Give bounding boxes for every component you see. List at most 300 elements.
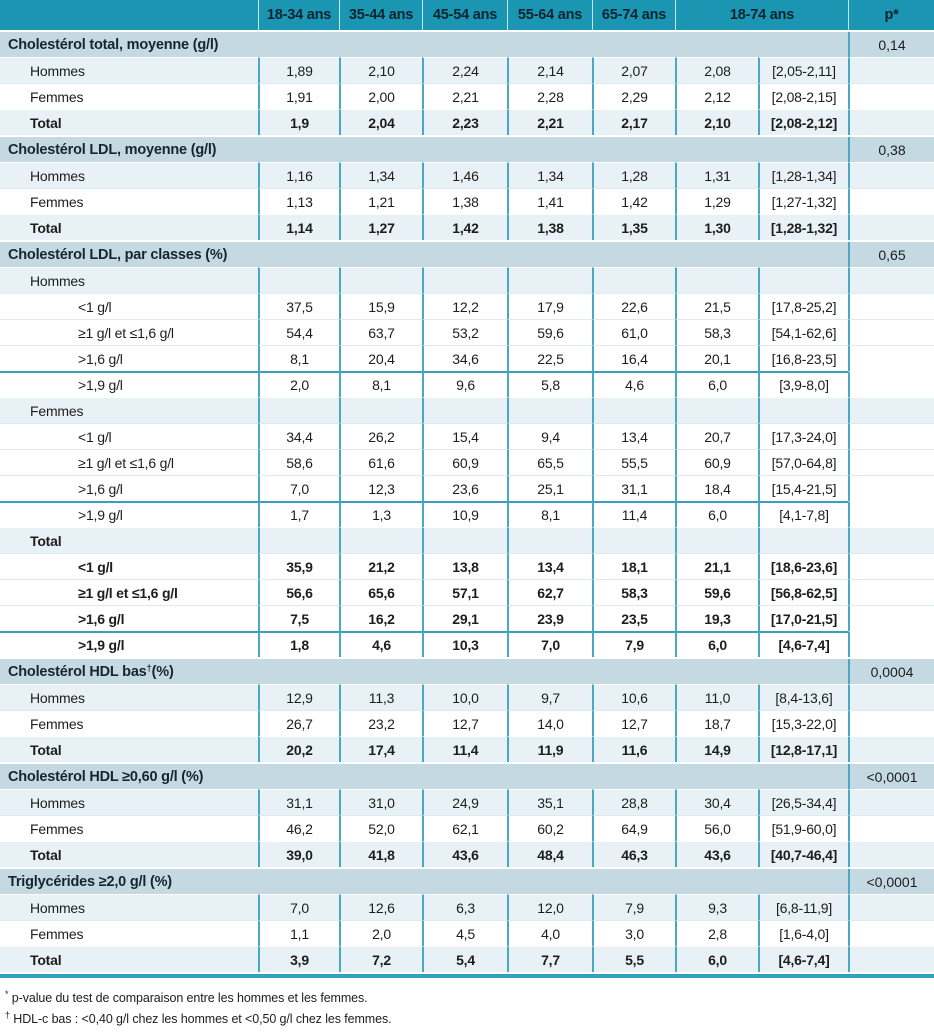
row-label: Femmes [0,920,258,946]
ci-cell: [16,8-23,5] [758,345,848,371]
ci-cell: [17,0-21,5] [758,605,848,631]
value-cell: 18,4 [675,475,758,501]
row-label: Femmes [0,710,258,736]
value-cell: 7,2 [339,946,422,972]
value-cell: 1,13 [258,188,339,214]
value-cell [507,397,592,423]
section-p-value: 0,65 [848,242,934,267]
value-cell: 35,9 [258,553,339,579]
value-cell: 60,9 [675,449,758,475]
ci-cell: [1,28-1,34] [758,162,848,188]
section-band [0,762,934,789]
value-cell: 1,46 [422,162,507,188]
asterisk-marker: * [5,989,9,999]
value-cell: 6,0 [675,946,758,972]
value-cell: 14,0 [507,710,592,736]
value-cell: 2,07 [592,57,675,83]
value-cell: 2,24 [422,57,507,83]
value-cell: 13,8 [422,553,507,579]
value-cell: 7,0 [507,631,592,657]
value-cell: 11,6 [592,736,675,762]
value-cell: 1,21 [339,188,422,214]
value-cell: 23,9 [507,605,592,631]
value-cell: 2,00 [339,83,422,109]
section-title [0,32,848,57]
ci-cell: [17,8-25,2] [758,293,848,319]
table-row [0,345,934,371]
value-cell: 18,1 [592,553,675,579]
ci-cell: [15,3-22,0] [758,710,848,736]
value-cell: 21,2 [339,553,422,579]
value-cell: 28,8 [592,789,675,815]
value-cell: 1,35 [592,214,675,240]
value-cell: 2,28 [507,83,592,109]
value-cell: 29,1 [422,605,507,631]
value-cell: 13,4 [507,553,592,579]
value-cell: 24,9 [422,789,507,815]
value-cell [675,527,758,553]
value-cell [258,397,339,423]
table-row [0,789,934,815]
ci-cell: [4,6-7,4] [758,631,848,657]
value-cell: 62,7 [507,579,592,605]
value-cell: 12,0 [507,894,592,920]
section-title-text: Cholestérol LDL, moyenne (g/l) [8,141,217,158]
value-cell: 31,0 [339,789,422,815]
row-label: Total [0,214,258,240]
ci-cell: [26,5-34,4] [758,789,848,815]
value-cell: 15,9 [339,293,422,319]
value-cell: 1,28 [592,162,675,188]
value-cell: 7,0 [258,475,339,501]
value-cell: 1,38 [422,188,507,214]
value-cell: 7,7 [507,946,592,972]
value-cell: 2,0 [258,371,339,397]
row-label: Femmes [0,83,258,109]
ci-cell: [12,8-17,1] [758,736,848,762]
row-label: Hommes [0,789,258,815]
p-cell [848,501,934,527]
value-cell [675,267,758,293]
dagger-marker: † [5,1010,10,1021]
value-cell: 31,1 [258,789,339,815]
value-cell: 56,0 [675,815,758,841]
p-cell [848,214,934,240]
p-cell [848,736,934,762]
value-cell: 5,5 [592,946,675,972]
row-label: Hommes [0,894,258,920]
value-cell: 43,6 [675,841,758,867]
row-label: Hommes [0,267,258,293]
p-cell [848,188,934,214]
value-cell: 1,38 [507,214,592,240]
ci-cell: [6,8-11,9] [758,894,848,920]
value-cell: 11,3 [339,684,422,710]
value-cell: 22,5 [507,345,592,371]
value-cell: 4,0 [507,920,592,946]
value-cell: 1,31 [675,162,758,188]
value-cell: 10,9 [422,501,507,527]
p-cell [848,894,934,920]
value-cell [339,397,422,423]
value-cell [422,397,507,423]
value-cell: 43,6 [422,841,507,867]
value-cell: 65,5 [507,449,592,475]
header-combined-cell: 18-74 ans [675,0,848,30]
value-cell: 30,4 [675,789,758,815]
value-cell: 2,08 [675,57,758,83]
value-cell: 53,2 [422,319,507,345]
section-band [0,867,934,894]
value-cell: 21,1 [675,553,758,579]
value-cell: 62,1 [422,815,507,841]
value-cell: 25,1 [507,475,592,501]
value-cell: 7,9 [592,894,675,920]
table-row [0,423,934,449]
ci-cell: [17,3-24,0] [758,423,848,449]
value-cell: 13,4 [592,423,675,449]
value-cell: 6,0 [675,631,758,657]
value-cell: 1,16 [258,162,339,188]
ci-cell: [1,28-1,32] [758,214,848,240]
table-row [0,710,934,736]
table-row [0,83,934,109]
row-label: Total [0,946,258,972]
value-cell [339,267,422,293]
value-cell: 41,8 [339,841,422,867]
value-cell: 64,9 [592,815,675,841]
table-row [0,293,934,319]
value-cell: 1,1 [258,920,339,946]
ci-cell: [15,4-21,5] [758,475,848,501]
value-cell: 48,4 [507,841,592,867]
value-cell: 9,7 [507,684,592,710]
table-header-row [0,0,934,30]
value-cell: 9,4 [507,423,592,449]
value-cell: 20,7 [675,423,758,449]
footnotes [0,978,934,1026]
value-cell: 1,29 [675,188,758,214]
p-cell [848,57,934,83]
p-cell [848,789,934,815]
table-row [0,946,934,972]
row-label: >1,9 g/l [0,631,258,657]
value-cell: 37,5 [258,293,339,319]
value-cell: 1,42 [592,188,675,214]
value-cell: 59,6 [675,579,758,605]
value-cell: 1,41 [507,188,592,214]
value-cell: 10,0 [422,684,507,710]
row-label: >1,6 g/l [0,605,258,631]
section-title [0,869,848,894]
value-cell: 1,3 [339,501,422,527]
value-cell [675,397,758,423]
value-cell: 1,91 [258,83,339,109]
value-cell: 4,5 [422,920,507,946]
value-cell: 11,9 [507,736,592,762]
section-title-text: Cholestérol HDL bas [8,663,147,680]
ci-cell: [2,08-2,15] [758,83,848,109]
ci-cell: [3,9-8,0] [758,371,848,397]
value-cell: 12,7 [592,710,675,736]
value-cell: 31,1 [592,475,675,501]
value-cell: 1,34 [339,162,422,188]
p-cell [848,605,934,631]
value-cell: 12,6 [339,894,422,920]
value-cell: 23,6 [422,475,507,501]
value-cell: 17,9 [507,293,592,319]
value-cell: 1,14 [258,214,339,240]
section-title [0,764,848,789]
value-cell: 7,9 [592,631,675,657]
ci-cell: [2,05-2,11] [758,57,848,83]
table-row [0,449,934,475]
p-cell [848,631,934,657]
row-label: Hommes [0,57,258,83]
value-cell: 23,5 [592,605,675,631]
value-cell: 58,6 [258,449,339,475]
value-cell: 4,6 [339,631,422,657]
section-title-tail: (%) [151,663,174,680]
header-empty-cell [0,0,258,30]
row-label: >1,6 g/l [0,345,258,371]
row-label: >1,9 g/l [0,501,258,527]
p-cell [848,423,934,449]
value-cell: 5,8 [507,371,592,397]
row-label: ≥1 g/l et ≤1,6 g/l [0,449,258,475]
row-label: Hommes [0,162,258,188]
p-cell [848,293,934,319]
p-cell [848,710,934,736]
value-cell: 9,3 [675,894,758,920]
value-cell: 2,29 [592,83,675,109]
value-cell: 1,9 [258,109,339,135]
p-cell [848,475,934,501]
value-cell: 2,23 [422,109,507,135]
row-label: <1 g/l [0,423,258,449]
value-cell: 22,6 [592,293,675,319]
p-cell [848,527,934,553]
value-cell: 8,1 [507,501,592,527]
value-cell: 12,3 [339,475,422,501]
value-cell: 6,3 [422,894,507,920]
ci-cell: [8,4-13,6] [758,684,848,710]
section-title-text: Cholestérol HDL ≥0,60 g/l (%) [8,768,204,785]
row-label: Femmes [0,397,258,423]
table-row [0,684,934,710]
p-cell [848,345,934,371]
header-age-cell: 55-64 ans [507,0,592,30]
table-row [0,605,934,631]
row-label: Total [0,527,258,553]
value-cell: 1,7 [258,501,339,527]
value-cell: 7,0 [258,894,339,920]
footnote-pvalue [5,989,934,1005]
ci-cell: [4,6-7,4] [758,946,848,972]
value-cell: 15,4 [422,423,507,449]
ci-cell [758,397,848,423]
section-p-value: 0,14 [848,32,934,57]
value-cell [339,527,422,553]
value-cell: 3,9 [258,946,339,972]
value-cell: 1,30 [675,214,758,240]
header-p-cell: p* [848,0,934,30]
value-cell: 57,1 [422,579,507,605]
ci-cell: [1,6-4,0] [758,920,848,946]
value-cell: 65,6 [339,579,422,605]
value-cell: 12,2 [422,293,507,319]
value-cell: 35,1 [507,789,592,815]
section-title [0,242,848,267]
value-cell [422,527,507,553]
value-cell: 12,7 [422,710,507,736]
p-cell [848,267,934,293]
ci-cell: [2,08-2,12] [758,109,848,135]
ci-cell: [54,1-62,6] [758,319,848,345]
value-cell: 20,2 [258,736,339,762]
value-cell: 20,1 [675,345,758,371]
table-row [0,527,934,553]
value-cell: 1,27 [339,214,422,240]
section-band [0,30,934,57]
row-label: Femmes [0,815,258,841]
value-cell: 2,04 [339,109,422,135]
value-cell: 1,8 [258,631,339,657]
footnote-pvalue-text: p-value du test de comparaison entre les hommes et les femmes. [8,991,368,1006]
section-title-text: Triglycérides ≥2,0 g/l (%) [8,873,172,890]
value-cell: 4,6 [592,371,675,397]
value-cell: 18,7 [675,710,758,736]
section-p-value: 0,0004 [848,659,934,684]
section-p-value: <0,0001 [848,869,934,894]
value-cell: 7,5 [258,605,339,631]
value-cell: 20,4 [339,345,422,371]
value-cell: 55,5 [592,449,675,475]
value-cell: 2,21 [507,109,592,135]
value-cell: 39,0 [258,841,339,867]
value-cell: 54,4 [258,319,339,345]
value-cell: 1,42 [422,214,507,240]
value-cell: 2,8 [675,920,758,946]
value-cell: 11,0 [675,684,758,710]
section-title [0,137,848,162]
value-cell: 61,0 [592,319,675,345]
table-row [0,475,934,501]
row-label: ≥1 g/l et ≤1,6 g/l [0,319,258,345]
value-cell: 21,5 [675,293,758,319]
table-row [0,397,934,423]
value-cell: 10,6 [592,684,675,710]
value-cell: 19,3 [675,605,758,631]
value-cell: 26,7 [258,710,339,736]
value-cell: 60,9 [422,449,507,475]
p-cell [848,162,934,188]
p-cell [848,83,934,109]
value-cell: 52,0 [339,815,422,841]
value-cell: 3,0 [592,920,675,946]
footnote-hdl-text: HDL-c bas : <0,40 g/l chez les hommes et <0,50 g/l chez les femmes. [9,1012,392,1027]
value-cell: 1,34 [507,162,592,188]
row-label: <1 g/l [0,553,258,579]
section-band [0,135,934,162]
value-cell: 12,9 [258,684,339,710]
value-cell: 8,1 [339,371,422,397]
ci-cell: [1,27-1,32] [758,188,848,214]
value-cell: 2,14 [507,57,592,83]
value-cell: 16,2 [339,605,422,631]
row-label: <1 g/l [0,293,258,319]
table-row [0,188,934,214]
value-cell: 2,0 [339,920,422,946]
table-row [0,579,934,605]
section-band [0,657,934,684]
value-cell: 2,10 [339,57,422,83]
table-row [0,109,934,135]
ci-cell: [18,6-23,6] [758,553,848,579]
value-cell [258,527,339,553]
value-cell: 11,4 [592,501,675,527]
p-cell [848,449,934,475]
table-row [0,631,934,657]
value-cell: 16,4 [592,345,675,371]
section-title-text: Cholestérol total, moyenne (g/l) [8,36,219,53]
table-row [0,894,934,920]
p-cell [848,397,934,423]
header-age-cell: 45-54 ans [422,0,507,30]
value-cell [592,527,675,553]
header-age-cell: 18-34 ans [258,0,339,30]
row-label: Femmes [0,188,258,214]
value-cell [258,267,339,293]
value-cell: 11,4 [422,736,507,762]
table-row [0,553,934,579]
footnote-hdl [5,1010,934,1026]
p-cell [848,920,934,946]
row-label: Total [0,841,258,867]
table-row [0,214,934,240]
value-cell: 6,0 [675,501,758,527]
p-cell [848,109,934,135]
value-cell: 10,3 [422,631,507,657]
value-cell: 1,89 [258,57,339,83]
row-label: Total [0,109,258,135]
row-label: >1,6 g/l [0,475,258,501]
section-p-value: 0,38 [848,137,934,162]
value-cell: 6,0 [675,371,758,397]
table-row [0,920,934,946]
table-row [0,319,934,345]
value-cell: 46,2 [258,815,339,841]
ci-cell: [51,9-60,0] [758,815,848,841]
section-title-text: Cholestérol LDL, par classes (%) [8,246,228,263]
row-label: >1,9 g/l [0,371,258,397]
value-cell: 9,6 [422,371,507,397]
header-age-cell: 65-74 ans [592,0,675,30]
p-cell [848,371,934,397]
p-cell [848,815,934,841]
table-row [0,841,934,867]
table-row [0,736,934,762]
table-row [0,501,934,527]
value-cell [592,267,675,293]
value-cell: 5,4 [422,946,507,972]
value-cell [422,267,507,293]
value-cell [507,267,592,293]
value-cell: 58,3 [675,319,758,345]
table-row [0,57,934,83]
header-age-cell: 35-44 ans [339,0,422,30]
value-cell: 26,2 [339,423,422,449]
